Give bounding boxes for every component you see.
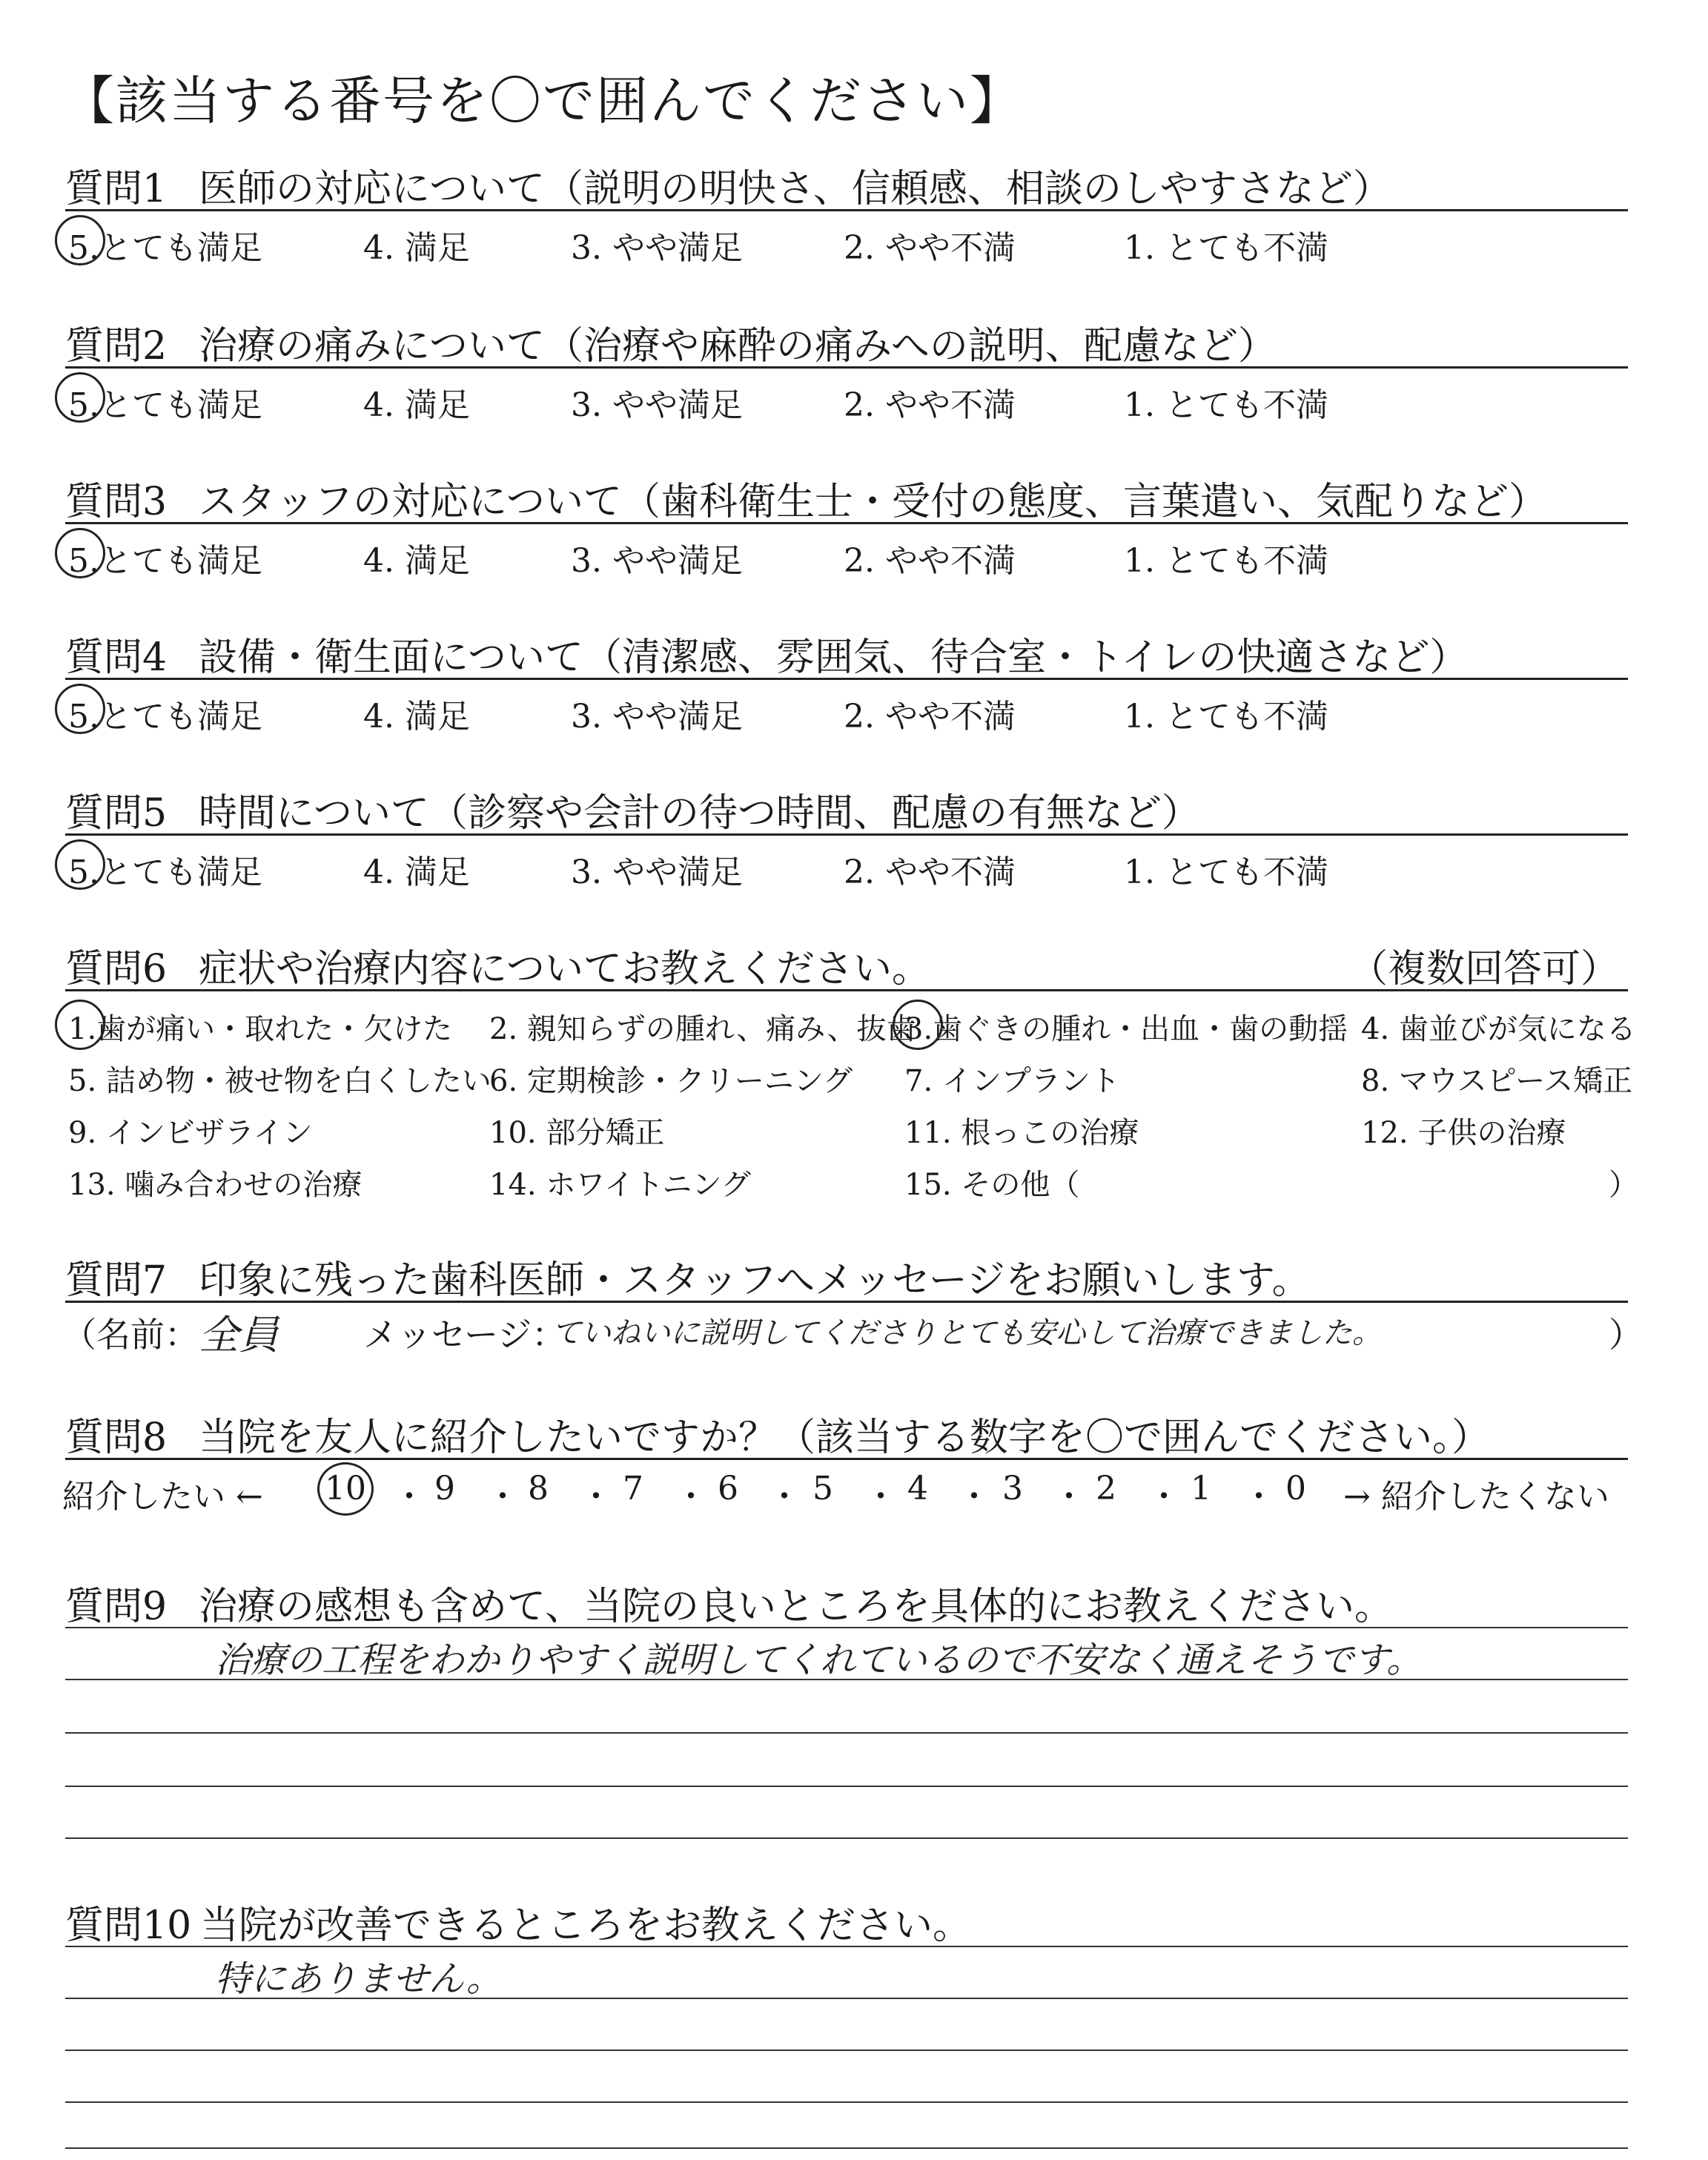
dot-separator: ・ bbox=[1053, 1478, 1085, 1516]
score-9[interactable]: 9 bbox=[434, 1470, 455, 1507]
option-2[interactable]: 2. やや不満 bbox=[844, 853, 1016, 891]
option-2[interactable]: 2. やや不満 bbox=[844, 542, 1016, 580]
question-label: 質問7 bbox=[65, 1258, 168, 1303]
symptom-option-8[interactable]: 8. マウスピース矯正 bbox=[1361, 1064, 1633, 1098]
divider bbox=[65, 209, 1628, 211]
score-7[interactable]: 7 bbox=[623, 1470, 643, 1507]
option-4[interactable]: 4. 満足 bbox=[363, 698, 470, 736]
symptom-option-13[interactable]: 13. 噛み合わせの治療 bbox=[68, 1168, 363, 1202]
divider bbox=[65, 678, 1628, 680]
dot-separator: ・ bbox=[393, 1478, 426, 1516]
selected-circle-mark bbox=[55, 839, 105, 890]
option-4[interactable]: 4. 満足 bbox=[363, 386, 470, 424]
dot-separator: ・ bbox=[486, 1478, 519, 1516]
answer-line bbox=[65, 2101, 1628, 2103]
option-1[interactable]: 1. とても不満 bbox=[1124, 542, 1328, 580]
symptom-option-11[interactable]: 11. 根っこの治療 bbox=[904, 1116, 1139, 1150]
divider bbox=[65, 366, 1628, 369]
score-6[interactable]: 6 bbox=[718, 1470, 738, 1507]
answer-line bbox=[65, 1732, 1628, 1734]
symptom-option-14[interactable]: 14. ホワイトニング bbox=[489, 1168, 751, 1202]
option-4[interactable]: 4. 満足 bbox=[363, 229, 470, 267]
divider bbox=[65, 833, 1628, 836]
symptom-option-4[interactable]: 4. 歯並びが気になる bbox=[1361, 1012, 1636, 1046]
score-10[interactable]: 10 bbox=[325, 1470, 366, 1507]
symptom-option-2[interactable]: 2. 親知らずの腫れ、痛み、抜歯 bbox=[489, 1012, 916, 1046]
question-text: 当院が改善できるところをお教えください。 bbox=[200, 1903, 972, 1948]
dot-separator: ・ bbox=[1242, 1478, 1275, 1516]
score-8[interactable]: 8 bbox=[528, 1470, 549, 1507]
selected-circle-mark bbox=[55, 372, 105, 423]
score-2[interactable]: 2 bbox=[1096, 1470, 1116, 1507]
symptom-option-15[interactable]: 15. その他（ bbox=[904, 1168, 1080, 1202]
page-title: 【該当する番号を〇で囲んでください】 bbox=[62, 70, 1023, 131]
name-handwritten[interactable]: 全員 bbox=[199, 1312, 279, 1358]
symptom-option-3[interactable]: 3.歯ぐきの腫れ・出血・歯の動揺 bbox=[904, 1012, 1348, 1046]
score-5[interactable]: 5 bbox=[812, 1470, 833, 1507]
divider bbox=[65, 1627, 1628, 1628]
option-2[interactable]: 2. やや不満 bbox=[844, 229, 1016, 267]
selected-circle-mark bbox=[317, 1462, 374, 1516]
symptom-option-9[interactable]: 9. インビザライン bbox=[68, 1116, 313, 1150]
option-3[interactable]: 3. やや満足 bbox=[571, 542, 743, 580]
symptom-option-10[interactable]: 10. 部分矯正 bbox=[489, 1116, 665, 1150]
option-5[interactable]: 5.とても満足 bbox=[68, 229, 262, 267]
dot-separator: ・ bbox=[864, 1478, 897, 1516]
message-label: メッセージ： bbox=[363, 1315, 566, 1355]
option-3[interactable]: 3. やや満足 bbox=[571, 853, 743, 891]
score-0[interactable]: 0 bbox=[1285, 1470, 1306, 1507]
option-1[interactable]: 1. とても不満 bbox=[1124, 386, 1328, 424]
option-5[interactable]: 5.とても満足 bbox=[68, 853, 262, 891]
answer-line bbox=[65, 2050, 1628, 2051]
symptom-option-12[interactable]: 12. 子供の治療 bbox=[1361, 1116, 1566, 1150]
q10-answer-handwritten[interactable]: 特にありません。 bbox=[215, 1958, 502, 2000]
answer-line bbox=[65, 1837, 1628, 1839]
multiple-answer-note: （複数回答可） bbox=[1349, 947, 1620, 991]
recommend-left-label: 紹介したい ← bbox=[62, 1478, 263, 1516]
dot-separator: ・ bbox=[1148, 1478, 1180, 1516]
answer-line bbox=[65, 1786, 1628, 1787]
divider bbox=[65, 989, 1628, 991]
dot-separator: ・ bbox=[768, 1478, 801, 1516]
question-text: 印象に残った歯科医師・スタッフへメッセージをお願いします。 bbox=[199, 1258, 1311, 1303]
answer-line bbox=[65, 1998, 1628, 1999]
selected-circle-mark bbox=[893, 1000, 943, 1050]
score-4[interactable]: 4 bbox=[907, 1470, 928, 1507]
option-1[interactable]: 1. とても不満 bbox=[1124, 229, 1328, 267]
option-5[interactable]: 5.とても満足 bbox=[68, 698, 262, 736]
divider bbox=[65, 522, 1628, 524]
message-handwritten[interactable]: ていねいに説明してくださりとても安心して治療できました。 bbox=[552, 1316, 1382, 1350]
question-text: スタッフの対応について（歯科衛生士・受付の態度、言葉遣い、気配りなど） bbox=[199, 480, 1547, 524]
option-3[interactable]: 3. やや満足 bbox=[571, 386, 743, 424]
question-label: 質問6 bbox=[65, 947, 168, 991]
question-label: 質問10 bbox=[65, 1903, 192, 1948]
answer-line bbox=[65, 1679, 1628, 1680]
dot-separator: ・ bbox=[675, 1478, 707, 1516]
option-5[interactable]: 5.とても満足 bbox=[68, 386, 262, 424]
divider bbox=[65, 1301, 1628, 1303]
option-2[interactable]: 2. やや不満 bbox=[844, 698, 1016, 736]
q9-answer-handwritten[interactable]: 治療の工程をわかりやすく説明してくれているので不安なく通えそうです。 bbox=[215, 1639, 1423, 1681]
question-text: 設備・衛生面について（清潔感、雰囲気、待合室・トイレの快適さなど） bbox=[199, 635, 1469, 680]
option-4[interactable]: 4. 満足 bbox=[363, 542, 470, 580]
selected-circle-mark bbox=[55, 215, 105, 265]
answer-line bbox=[65, 2147, 1628, 2149]
question-text: 当院を友人に紹介したいですか？（該当する数字を〇で囲んでください。） bbox=[199, 1416, 1491, 1460]
question-label: 質問5 bbox=[65, 791, 168, 836]
recommend-right-label: → 紹介したくない bbox=[1343, 1478, 1609, 1516]
question-label: 質問1 bbox=[65, 167, 168, 211]
question-label: 質問8 bbox=[65, 1416, 168, 1460]
option-4[interactable]: 4. 満足 bbox=[363, 853, 470, 891]
question-text: 時間について（診察や会計の待つ時間、配慮の有無など） bbox=[199, 791, 1200, 836]
dot-separator: ・ bbox=[580, 1478, 612, 1516]
question-text: 治療の感想も含めて、当院の良いところを具体的にお教えください。 bbox=[199, 1585, 1393, 1629]
option-1[interactable]: 1. とても不満 bbox=[1124, 698, 1328, 736]
question-label: 質問2 bbox=[65, 324, 168, 369]
option-2[interactable]: 2. やや不満 bbox=[844, 386, 1016, 424]
option-3[interactable]: 3. やや満足 bbox=[571, 698, 743, 736]
selected-circle-mark bbox=[55, 684, 105, 734]
selected-circle-mark bbox=[55, 528, 105, 578]
option-3[interactable]: 3. やや満足 bbox=[571, 229, 743, 267]
symptom-option-6[interactable]: 6. 定期検診・クリーニング bbox=[489, 1064, 853, 1098]
symptom-option-5[interactable]: 5. 詰め物・被せ物を白くしたい bbox=[68, 1064, 491, 1098]
divider bbox=[65, 1458, 1628, 1460]
question-text: 症状や治療内容についてお教えください。 bbox=[199, 947, 930, 991]
question-label: 質問9 bbox=[65, 1585, 168, 1629]
question-text: 治療の痛みについて（治療や麻酔の痛みへの説明、配慮など） bbox=[199, 324, 1277, 369]
other-close-paren: ） bbox=[1609, 1168, 1638, 1202]
selected-circle-mark bbox=[55, 1000, 105, 1050]
question-text: 医師の対応について（説明の明快さ、信頼感、相談のしやすさなど） bbox=[199, 167, 1391, 211]
score-3[interactable]: 3 bbox=[1002, 1470, 1023, 1507]
symptom-option-1[interactable]: 1.歯が痛い・取れた・欠けた bbox=[68, 1012, 453, 1046]
divider bbox=[65, 1946, 1628, 1947]
question-label: 質問3 bbox=[65, 480, 168, 524]
name-label: （名前： bbox=[62, 1315, 199, 1355]
option-1[interactable]: 1. とても不満 bbox=[1124, 853, 1328, 891]
dot-separator: ・ bbox=[958, 1478, 990, 1516]
option-5[interactable]: 5.とても満足 bbox=[68, 542, 262, 580]
message-close-paren: ） bbox=[1609, 1315, 1643, 1355]
score-1[interactable]: 1 bbox=[1191, 1470, 1211, 1507]
question-label: 質問4 bbox=[65, 635, 168, 680]
symptom-option-7[interactable]: 7. インプラント bbox=[904, 1064, 1120, 1098]
